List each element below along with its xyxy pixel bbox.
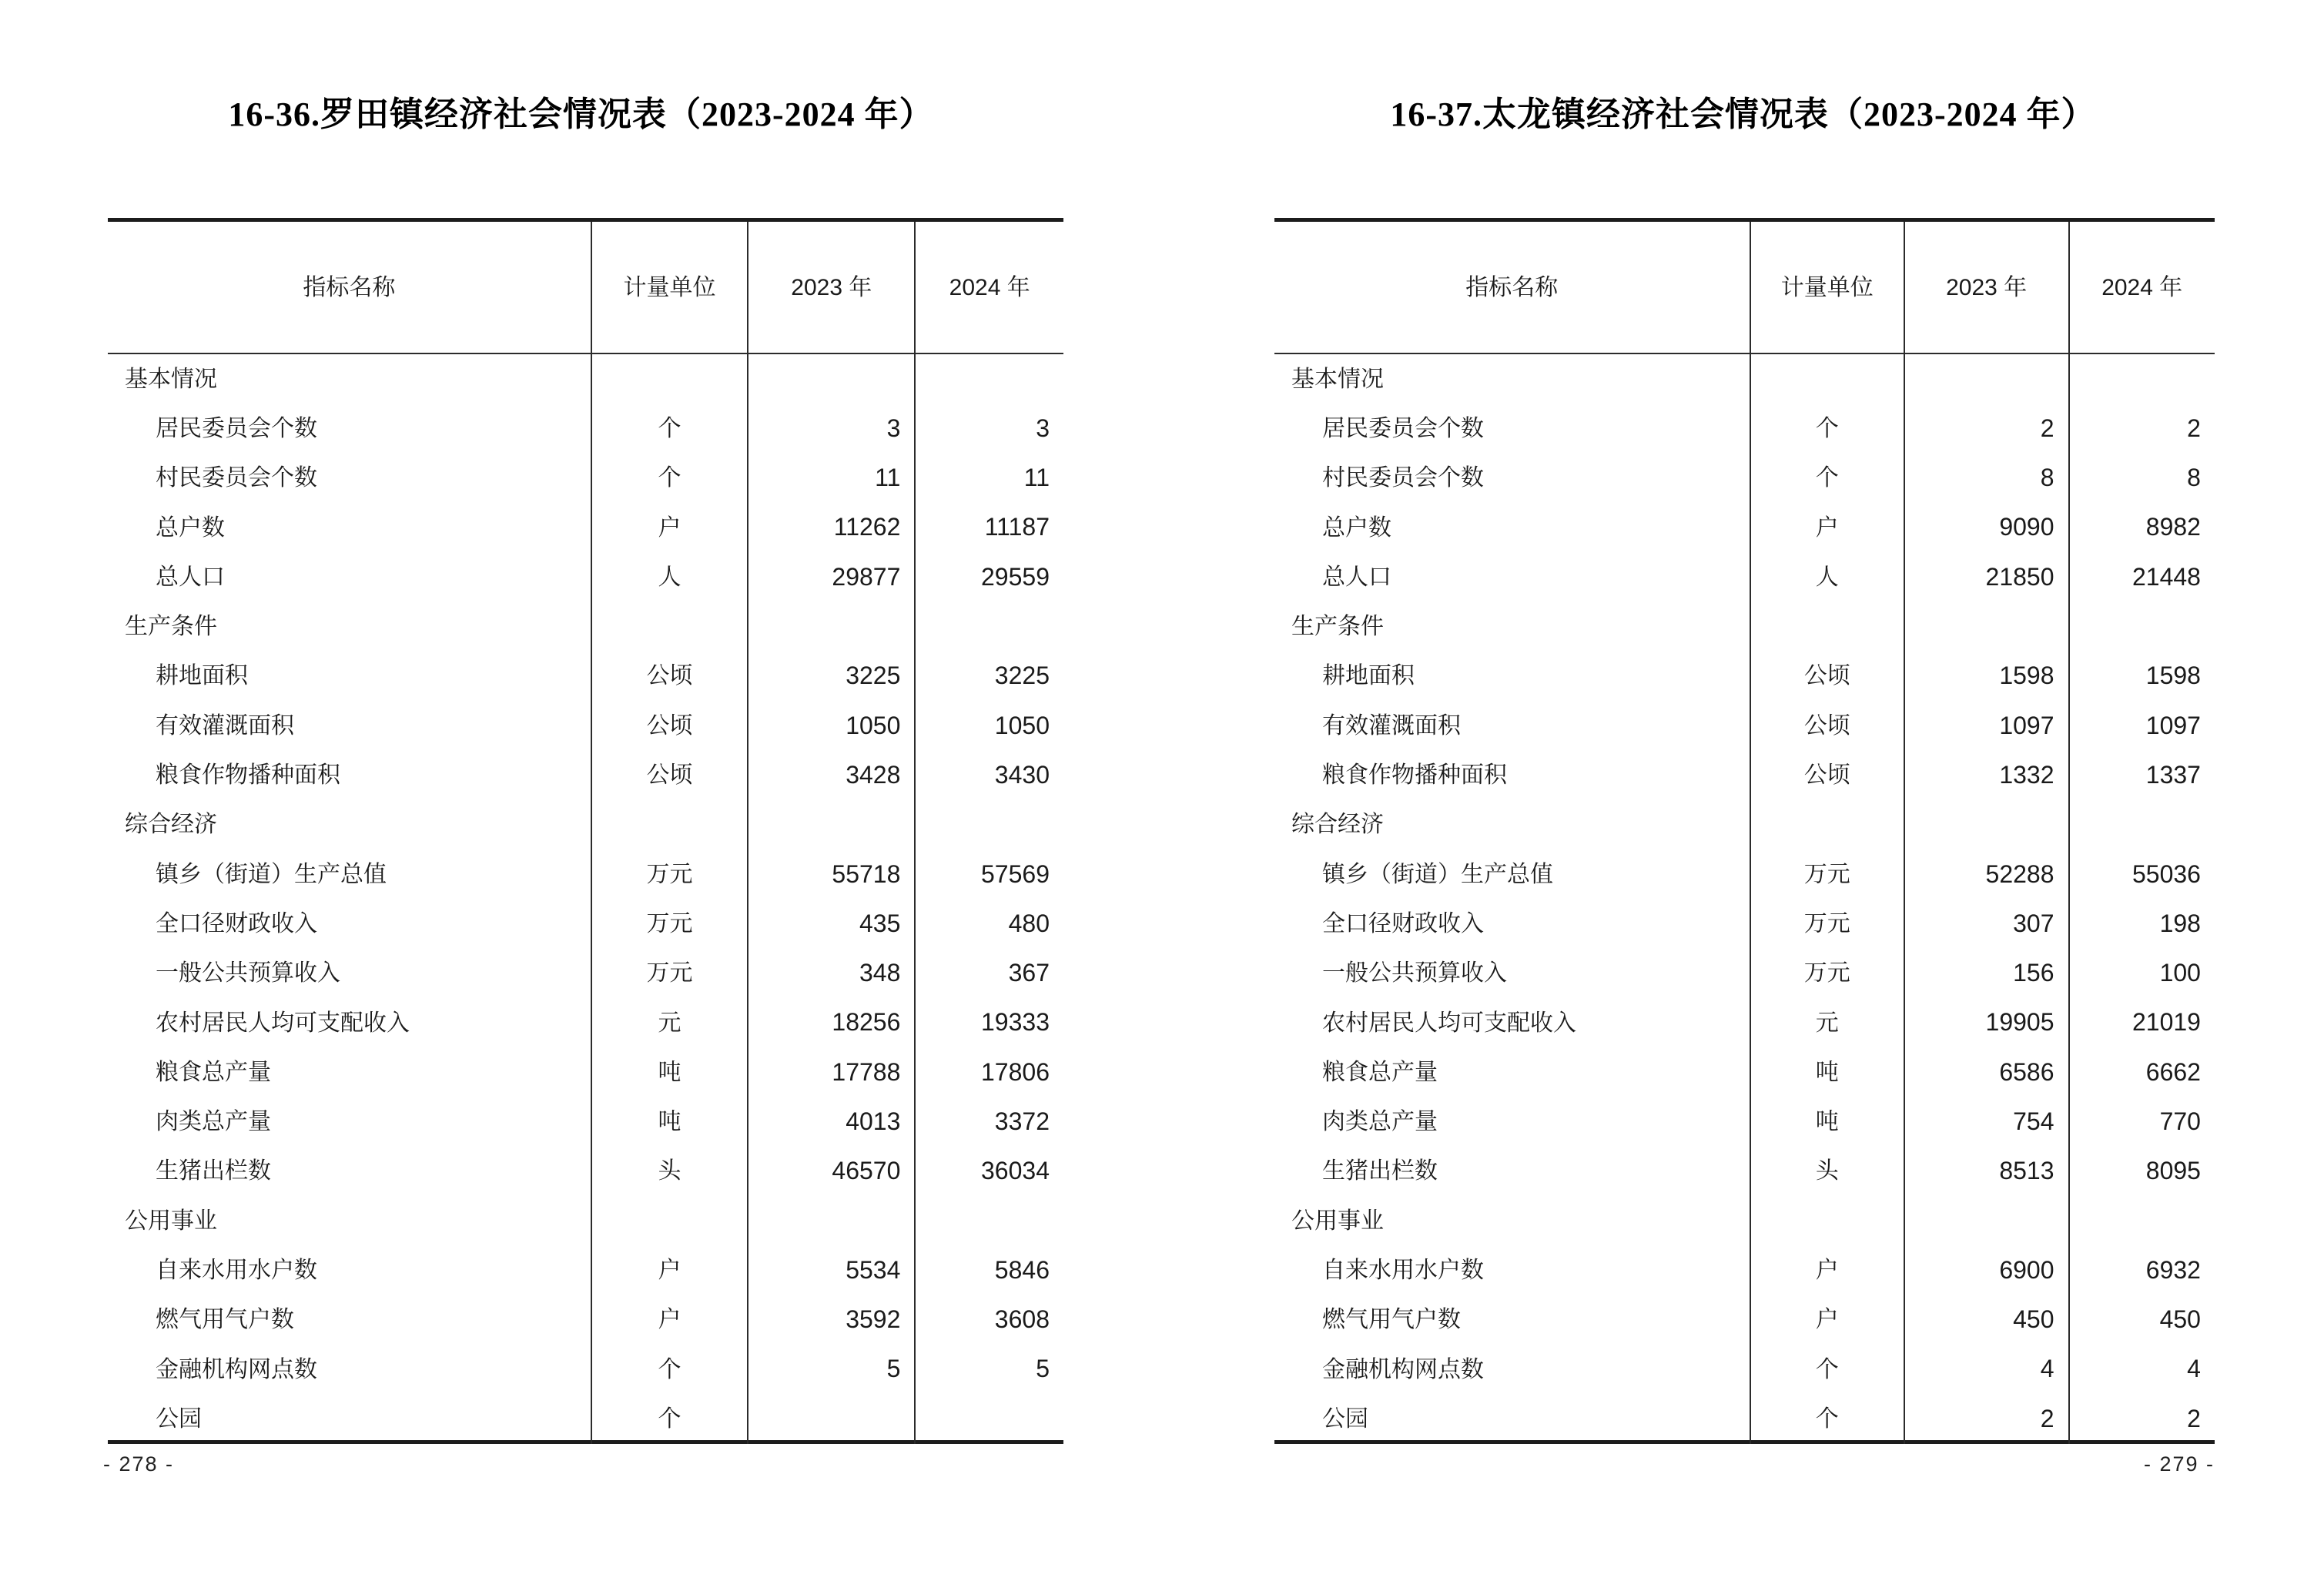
value-2023-cell [747, 800, 914, 849]
value-2023-cell: 3 [747, 404, 914, 453]
value-2024-cell: 11187 [914, 503, 1063, 552]
unit-cell [591, 1196, 748, 1245]
value-2024-cell [914, 1196, 1063, 1245]
section-label-cell: 综合经济 [125, 812, 217, 838]
unit-cell: 吨 [591, 1097, 748, 1146]
value-2023-cell: 6586 [1904, 1047, 2068, 1097]
section-row [108, 1196, 1063, 1245]
value-2024-cell: 480 [914, 899, 1063, 948]
value-2023-cell: 156 [1904, 949, 2068, 998]
value-2024-cell: 2 [2068, 1394, 2215, 1443]
indicator-name-cell: 总户数 [1322, 514, 1391, 541]
table-row [1274, 750, 2215, 799]
section-label-cell: 基本情况 [1291, 366, 1384, 392]
value-2023-cell: 8513 [1904, 1147, 2068, 1196]
unit-cell: 头 [1750, 1147, 1904, 1196]
table-row [108, 404, 1063, 453]
value-2024-cell: 8095 [2068, 1147, 2215, 1196]
table-row [108, 849, 1063, 899]
value-2024-cell: 1337 [2068, 750, 2215, 799]
table-row [108, 949, 1063, 998]
table-row [108, 750, 1063, 799]
value-2023-cell: 17788 [747, 1047, 914, 1097]
value-2024-cell: 198 [2068, 899, 2215, 948]
unit-cell: 万元 [1750, 849, 1904, 899]
value-2023-cell [1904, 354, 2068, 404]
value-2024-cell: 3225 [914, 652, 1063, 701]
unit-cell: 吨 [1750, 1047, 1904, 1097]
table-row [1274, 1245, 2215, 1295]
indicator-name-cell: 公园 [1322, 1405, 1368, 1432]
value-2023-cell: 11262 [747, 503, 914, 552]
table-row [1274, 849, 2215, 899]
indicator-name-cell: 全口径财政收入 [156, 910, 317, 936]
section-label-cell: 基本情况 [125, 366, 217, 392]
unit-cell: 户 [591, 1245, 748, 1295]
table-row [1274, 652, 2215, 701]
value-2023-cell [747, 601, 914, 651]
table-row [1274, 503, 2215, 552]
value-2023-cell: 435 [747, 899, 914, 948]
section-row [108, 601, 1063, 651]
unit-cell [1750, 354, 1904, 404]
indicator-name-cell: 耕地面积 [156, 663, 248, 689]
value-2023-cell: 8 [1904, 454, 2068, 503]
indicator-name-cell: 总人口 [1322, 564, 1391, 590]
stat-table-tailong [1274, 218, 2215, 1444]
column-header-unit: 计量单位 [1750, 222, 1904, 354]
table-header-row [108, 222, 1063, 354]
value-2023-cell [1904, 601, 2068, 651]
table-row [1274, 1147, 2215, 1196]
table-row [1274, 1295, 2215, 1345]
value-2023-cell: 2 [1904, 1394, 2068, 1443]
value-2023-cell: 4 [1904, 1345, 2068, 1394]
unit-cell: 户 [1750, 503, 1904, 552]
unit-cell: 吨 [1750, 1097, 1904, 1146]
value-2024-cell: 21019 [2068, 998, 2215, 1047]
unit-cell [591, 601, 748, 651]
value-2023-cell: 3592 [747, 1295, 914, 1345]
table-row [108, 1245, 1063, 1295]
table-row [1274, 701, 2215, 750]
unit-cell: 个 [1750, 454, 1904, 503]
column-header-2024: 2024 年 [914, 222, 1063, 354]
unit-cell: 头 [591, 1147, 748, 1196]
table-row [108, 552, 1063, 601]
table-row [108, 652, 1063, 701]
indicator-name-cell: 自来水用水户数 [1322, 1257, 1484, 1283]
value-2024-cell: 6662 [2068, 1047, 2215, 1097]
value-2023-cell: 1598 [1904, 652, 2068, 701]
table-row [108, 701, 1063, 750]
unit-cell: 人 [591, 552, 748, 601]
indicator-name-cell: 总人口 [156, 564, 225, 590]
unit-cell: 公顷 [1750, 701, 1904, 750]
unit-cell: 公顷 [1750, 652, 1904, 701]
table-row [108, 1295, 1063, 1345]
value-2023-cell [1904, 800, 2068, 849]
value-2023-cell: 1097 [1904, 701, 2068, 750]
unit-cell: 公顷 [591, 701, 748, 750]
indicator-name-cell: 有效灌溉面积 [156, 712, 294, 739]
value-2024-cell: 4 [2068, 1345, 2215, 1394]
indicator-name-cell: 肉类总产量 [1322, 1109, 1438, 1135]
unit-cell [1750, 1196, 1904, 1245]
table-row [1274, 949, 2215, 998]
value-2023-cell: 46570 [747, 1147, 914, 1196]
value-2024-cell: 57569 [914, 849, 1063, 899]
indicator-name-cell: 生猪出栏数 [156, 1158, 271, 1184]
indicator-name-cell: 镇乡（街道）生产总值 [1322, 861, 1553, 887]
value-2023-cell: 29877 [747, 552, 914, 601]
table-row [108, 1097, 1063, 1146]
section-row [108, 800, 1063, 849]
indicator-name-cell: 一般公共预算收入 [156, 960, 340, 987]
indicator-name-cell: 粮食作物播种面积 [156, 762, 340, 789]
indicator-name-cell: 村民委员会个数 [156, 465, 317, 491]
unit-cell: 元 [1750, 998, 1904, 1047]
value-2023-cell [747, 1394, 914, 1443]
value-2024-cell: 11 [914, 454, 1063, 503]
value-2023-cell: 450 [1904, 1295, 2068, 1345]
column-header-2023: 2023 年 [1904, 222, 2068, 354]
value-2023-cell [747, 354, 914, 404]
table-row [108, 899, 1063, 948]
value-2023-cell: 3428 [747, 750, 914, 799]
table-row [1274, 454, 2215, 503]
value-2024-cell [914, 800, 1063, 849]
indicator-name-cell: 镇乡（街道）生产总值 [156, 861, 387, 887]
table-row [1274, 1047, 2215, 1097]
value-2023-cell: 1332 [1904, 750, 2068, 799]
table-row [108, 1394, 1063, 1443]
value-2023-cell: 11 [747, 454, 914, 503]
unit-cell: 个 [591, 1345, 748, 1394]
table-row [1274, 552, 2215, 601]
value-2024-cell: 21448 [2068, 552, 2215, 601]
section-label-cell: 生产条件 [125, 614, 217, 640]
section-label-cell: 公用事业 [125, 1208, 217, 1234]
table-row [1274, 404, 2215, 453]
section-label-cell: 生产条件 [1291, 614, 1384, 640]
unit-cell: 吨 [591, 1047, 748, 1097]
unit-cell: 个 [1750, 404, 1904, 453]
value-2024-cell: 3430 [914, 750, 1063, 799]
section-row [108, 354, 1063, 404]
value-2023-cell: 3225 [747, 652, 914, 701]
unit-cell: 万元 [591, 899, 748, 948]
unit-cell: 户 [591, 1295, 748, 1345]
value-2023-cell: 2 [1904, 404, 2068, 453]
table-row [1274, 1394, 2215, 1443]
indicator-name-cell: 生猪出栏数 [1322, 1158, 1438, 1184]
value-2023-cell [1904, 1196, 2068, 1245]
indicator-name-cell: 粮食总产量 [156, 1059, 271, 1085]
value-2023-cell: 21850 [1904, 552, 2068, 601]
value-2024-cell: 367 [914, 949, 1063, 998]
value-2024-cell [2068, 354, 2215, 404]
unit-cell [591, 800, 748, 849]
value-2024-cell: 6932 [2068, 1245, 2215, 1295]
table-title-luotian: 16-36.罗田镇经济社会情况表（2023-2024 年） [228, 95, 934, 133]
value-2024-cell: 3 [914, 404, 1063, 453]
indicator-name-cell: 总户数 [156, 514, 225, 541]
value-2024-cell: 8 [2068, 454, 2215, 503]
value-2023-cell: 19905 [1904, 998, 2068, 1047]
unit-cell [1750, 601, 1904, 651]
unit-cell: 公顷 [591, 652, 748, 701]
value-2024-cell: 3608 [914, 1295, 1063, 1345]
indicator-name-cell: 燃气用气户数 [1322, 1307, 1461, 1333]
value-2024-cell: 5846 [914, 1245, 1063, 1295]
value-2024-cell: 19333 [914, 998, 1063, 1047]
indicator-name-cell: 金融机构网点数 [1322, 1356, 1484, 1382]
table-title-tailong: 16-37.太龙镇经济社会情况表（2023-2024 年） [1390, 95, 2096, 133]
value-2024-cell: 36034 [914, 1147, 1063, 1196]
page-279 [1162, 0, 2324, 1588]
unit-cell: 公顷 [1750, 750, 1904, 799]
value-2023-cell: 1050 [747, 701, 914, 750]
value-2024-cell: 770 [2068, 1097, 2215, 1146]
table-body [1274, 354, 2215, 1444]
table-row [1274, 1345, 2215, 1394]
indicator-name-cell: 耕地面积 [1322, 663, 1415, 689]
indicator-name-cell: 肉类总产量 [156, 1109, 271, 1135]
value-2024-cell: 5 [914, 1345, 1063, 1394]
value-2024-cell [2068, 601, 2215, 651]
table-row [108, 503, 1063, 552]
indicator-name-cell: 金融机构网点数 [156, 1356, 317, 1382]
indicator-name-cell: 村民委员会个数 [1322, 465, 1484, 491]
value-2024-cell: 100 [2068, 949, 2215, 998]
indicator-name-cell: 粮食作物播种面积 [1322, 762, 1507, 789]
value-2023-cell: 5534 [747, 1245, 914, 1295]
value-2023-cell: 6900 [1904, 1245, 2068, 1295]
unit-cell: 公顷 [591, 750, 748, 799]
section-row [1274, 800, 2215, 849]
column-header-2023: 2023 年 [747, 222, 914, 354]
unit-cell: 万元 [591, 949, 748, 998]
value-2024-cell: 1598 [2068, 652, 2215, 701]
stat-table-luotian [108, 218, 1063, 1444]
unit-cell: 万元 [591, 849, 748, 899]
indicator-name-cell: 有效灌溉面积 [1322, 712, 1461, 739]
column-header-unit: 计量单位 [591, 222, 748, 354]
indicator-name-cell: 农村居民人均可支配收入 [156, 1010, 410, 1036]
value-2024-cell: 29559 [914, 552, 1063, 601]
value-2024-cell [2068, 800, 2215, 849]
value-2023-cell: 5 [747, 1345, 914, 1394]
value-2024-cell [914, 601, 1063, 651]
value-2023-cell: 307 [1904, 899, 2068, 948]
indicator-name-cell: 居民委员会个数 [1322, 415, 1484, 441]
unit-cell: 元 [591, 998, 748, 1047]
section-label-cell: 公用事业 [1291, 1208, 1384, 1234]
table-row [108, 1047, 1063, 1097]
unit-cell: 个 [591, 1394, 748, 1443]
table-header-row [1274, 222, 2215, 354]
indicator-name-cell: 一般公共预算收入 [1322, 960, 1507, 987]
section-row [1274, 354, 2215, 404]
section-row [1274, 601, 2215, 651]
unit-cell [591, 354, 748, 404]
unit-cell: 户 [591, 503, 748, 552]
value-2024-cell [2068, 1196, 2215, 1245]
value-2023-cell: 9090 [1904, 503, 2068, 552]
value-2024-cell: 3372 [914, 1097, 1063, 1146]
value-2024-cell: 8982 [2068, 503, 2215, 552]
unit-cell: 万元 [1750, 949, 1904, 998]
table-row [108, 1147, 1063, 1196]
column-header-indicator: 指标名称 [1274, 222, 1750, 354]
indicator-name-cell: 公园 [156, 1405, 202, 1432]
value-2024-cell: 17806 [914, 1047, 1063, 1097]
table-row [1274, 1097, 2215, 1146]
value-2023-cell: 55718 [747, 849, 914, 899]
page-number-279: - 279 - [2143, 1452, 2215, 1476]
value-2024-cell: 2 [2068, 404, 2215, 453]
value-2023-cell: 4013 [747, 1097, 914, 1146]
value-2023-cell: 18256 [747, 998, 914, 1047]
table-body [108, 354, 1063, 1444]
value-2024-cell [914, 354, 1063, 404]
indicator-name-cell: 自来水用水户数 [156, 1257, 317, 1283]
table-row [108, 1345, 1063, 1394]
unit-cell: 个 [1750, 1394, 1904, 1443]
table-row [1274, 899, 2215, 948]
value-2023-cell: 348 [747, 949, 914, 998]
unit-cell [1750, 800, 1904, 849]
unit-cell: 个 [1750, 1345, 1904, 1394]
value-2024-cell [914, 1394, 1063, 1443]
unit-cell: 万元 [1750, 899, 1904, 948]
indicator-name-cell: 燃气用气户数 [156, 1307, 294, 1333]
indicator-name-cell: 粮食总产量 [1322, 1059, 1438, 1085]
indicator-name-cell: 居民委员会个数 [156, 415, 317, 441]
value-2024-cell: 55036 [2068, 849, 2215, 899]
unit-cell: 户 [1750, 1295, 1904, 1345]
indicator-name-cell: 农村居民人均可支配收入 [1322, 1010, 1576, 1036]
unit-cell: 户 [1750, 1245, 1904, 1295]
indicator-name-cell: 全口径财政收入 [1322, 910, 1484, 936]
table-row [108, 998, 1063, 1047]
value-2024-cell: 1097 [2068, 701, 2215, 750]
value-2023-cell [747, 1196, 914, 1245]
column-header-indicator: 指标名称 [108, 222, 591, 354]
page-number-278: - 278 - [103, 1452, 175, 1476]
table-row [1274, 998, 2215, 1047]
table-row [108, 454, 1063, 503]
column-header-2024: 2024 年 [2068, 222, 2215, 354]
value-2024-cell: 1050 [914, 701, 1063, 750]
section-label-cell: 综合经济 [1291, 812, 1384, 838]
value-2023-cell: 52288 [1904, 849, 2068, 899]
unit-cell: 个 [591, 454, 748, 503]
value-2023-cell: 754 [1904, 1097, 2068, 1146]
unit-cell: 人 [1750, 552, 1904, 601]
unit-cell: 个 [591, 404, 748, 453]
value-2024-cell: 450 [2068, 1295, 2215, 1345]
section-row [1274, 1196, 2215, 1245]
